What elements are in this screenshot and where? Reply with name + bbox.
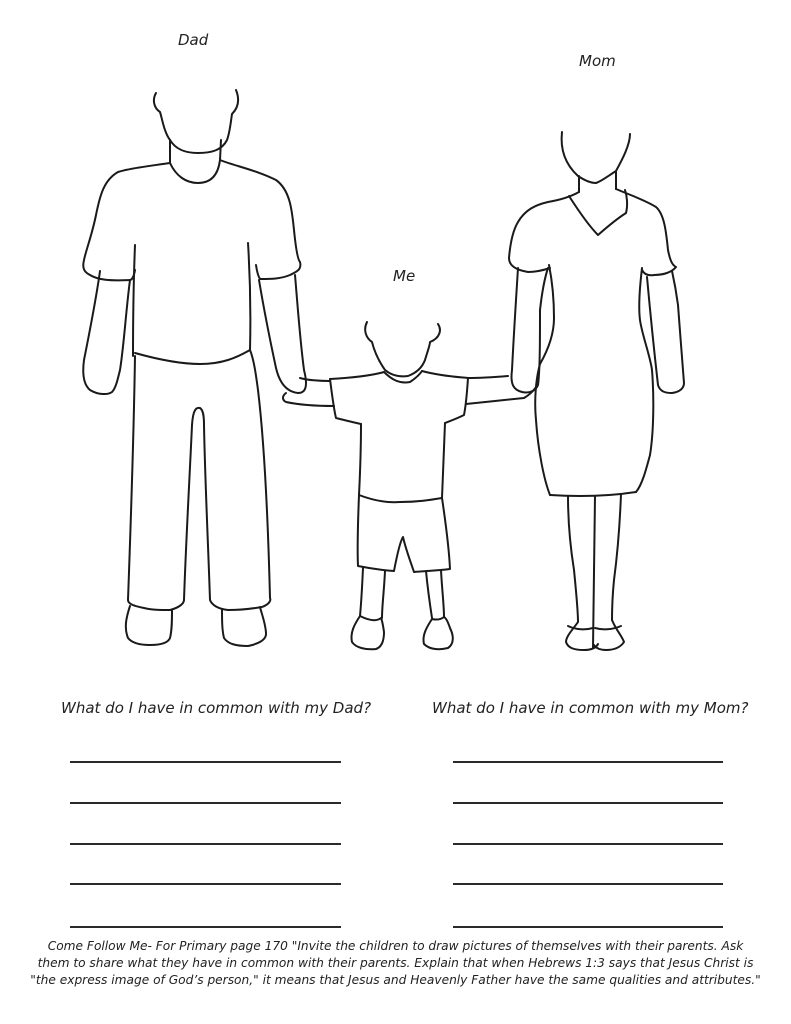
dad-answer-line[interactable] [70, 926, 341, 928]
footer-line-1: Come Follow Me- For Primary page 170 "Invite the children to draw pictures of themselves with their parents. Ask [47, 939, 744, 953]
dad-answer-line[interactable] [70, 843, 341, 845]
mom-answer-line[interactable] [453, 926, 723, 928]
mom-question: What do I have in common with my Mom? [432, 699, 749, 717]
mom-answer-line[interactable] [453, 883, 723, 885]
mom-answer-line[interactable] [453, 761, 723, 763]
me-figure [283, 322, 538, 649]
dad-label: Dad [178, 31, 209, 49]
me-label: Me [393, 267, 416, 285]
mom-label: Mom [579, 52, 616, 70]
mom-answer-line[interactable] [453, 802, 723, 804]
mom-answer-line[interactable] [453, 843, 723, 845]
dad-answer-line[interactable] [70, 761, 341, 763]
footer-line-3: "the express image of God’s person," it means that Jesus and Heavenly Father have the same qualities and attributes." [30, 973, 761, 987]
dad-figure [83, 90, 306, 646]
dad-answer-line[interactable] [70, 883, 341, 885]
footer-quote [20, 938, 771, 989]
footer-line-2: them to share what they have in common with their parents. Explain that when Hebrews 1:3 says that Jesus Christ is [37, 956, 754, 970]
dad-question: What do I have in common with my Dad? [61, 699, 372, 717]
dad-answer-line[interactable] [70, 802, 341, 804]
mom-figure [509, 132, 684, 650]
